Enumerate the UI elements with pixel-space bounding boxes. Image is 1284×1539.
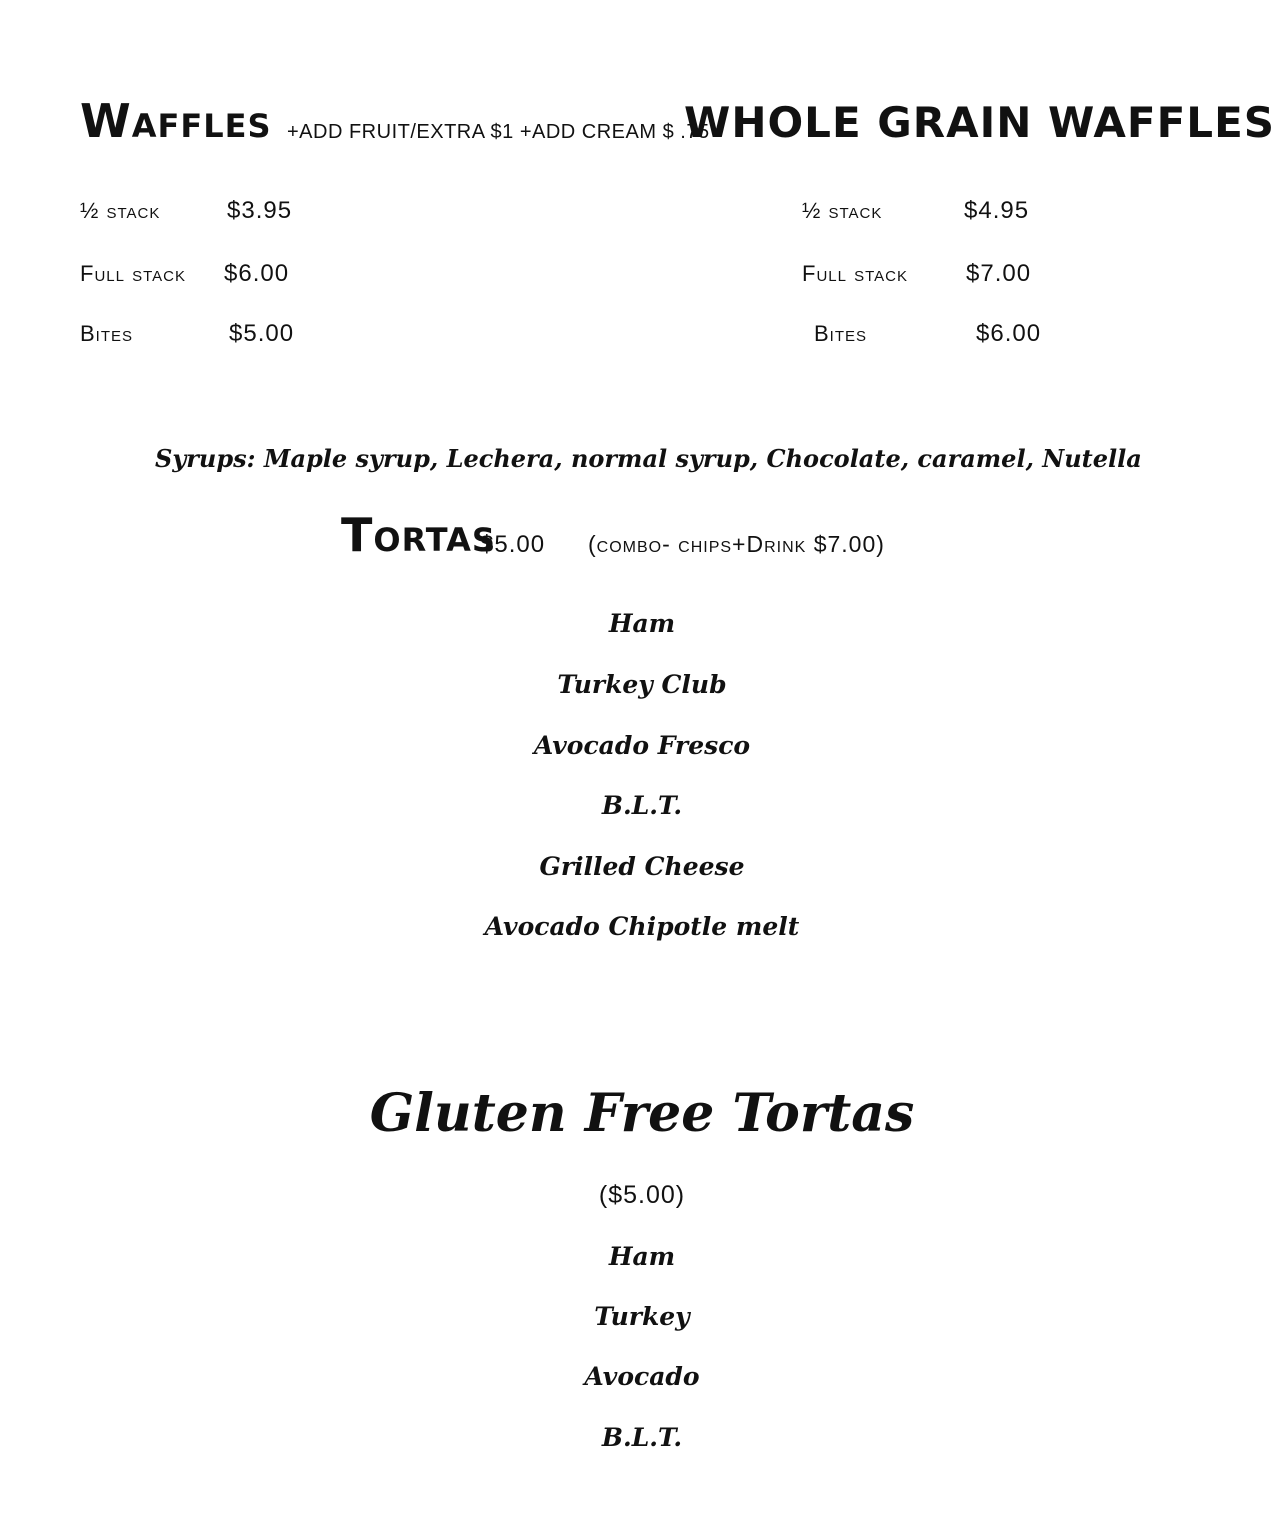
gluten-free-tortas-price: ($5.00): [598, 1181, 686, 1209]
tortas-item: Avocado Chipotle melt: [484, 912, 800, 941]
waffles-addons: +ADD FRUIT/EXTRA $1 +ADD CREAM $ .75: [287, 121, 710, 143]
whole-grain-item-price: $7.00: [966, 260, 1032, 287]
whole-grain-item-label: ½ stack: [802, 198, 883, 223]
gluten-free-tortas-title: Gluten Free Tortas: [369, 1083, 915, 1144]
waffles-item-price: $6.00: [224, 260, 290, 287]
gluten-free-item: Ham: [608, 1242, 676, 1271]
tortas-item: B.L.T.: [601, 791, 683, 820]
gluten-free-item: B.L.T.: [601, 1423, 683, 1452]
whole-grain-waffles-title: WHOLE GRAIN WAFFLES: [684, 98, 1276, 147]
waffles-item-price: $3.95: [227, 197, 293, 224]
waffles-item-label: ½ stack: [80, 198, 161, 223]
waffles-item-label: Bites: [80, 321, 134, 346]
waffles-item-price: $5.00: [229, 320, 295, 347]
gluten-free-item: Avocado: [584, 1362, 700, 1391]
tortas-title: Tortas: [341, 508, 496, 562]
tortas-combo: (combo- chips+Drink $7.00): [588, 531, 885, 557]
whole-grain-item-price: $6.00: [976, 320, 1042, 347]
waffles-title: Waffles: [80, 94, 272, 148]
whole-grain-item-label: Full stack: [802, 261, 908, 286]
tortas-item: Avocado Fresco: [533, 731, 751, 760]
whole-grain-item-price: $4.95: [964, 197, 1030, 224]
gluten-free-item: Turkey: [594, 1302, 690, 1331]
tortas-item: Ham: [608, 609, 676, 638]
syrups-list: Syrups: Maple syrup, Lechera, normal syrup, Chocolate, caramel, Nutella: [155, 444, 1142, 473]
waffles-item-label: Full stack: [80, 261, 186, 286]
whole-grain-item-label: Bites: [814, 321, 868, 346]
tortas-item: Grilled Cheese: [539, 852, 745, 881]
tortas-price: $5.00: [480, 531, 546, 558]
tortas-item: Turkey Club: [557, 670, 727, 699]
